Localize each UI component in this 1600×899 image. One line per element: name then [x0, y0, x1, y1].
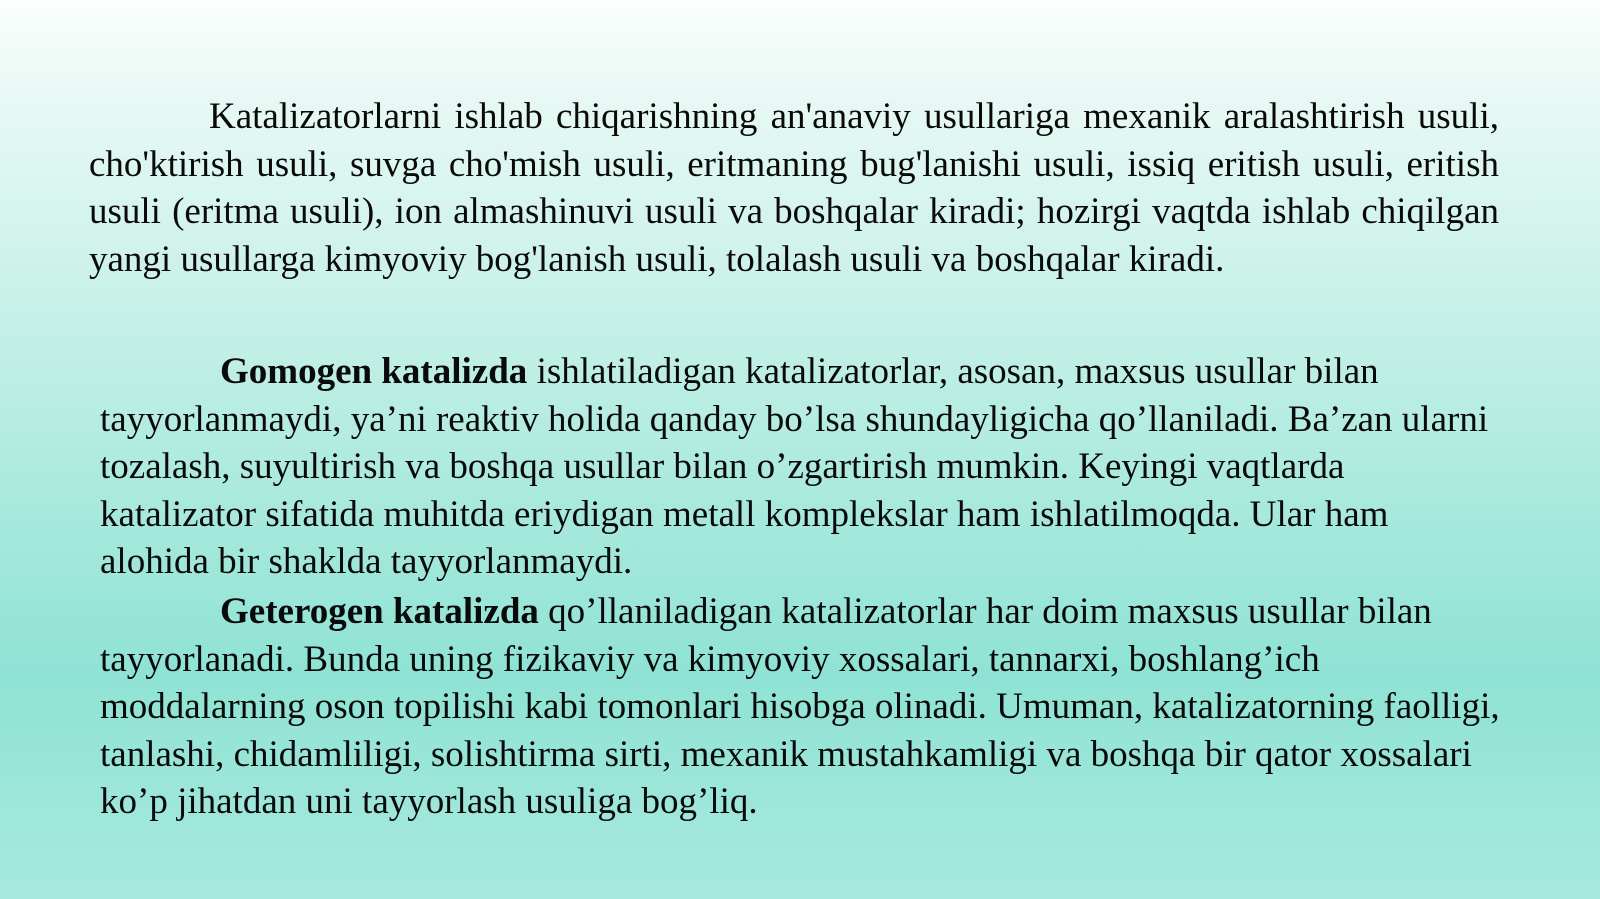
- paragraph-homogeneous-catalysis: [100, 348, 1500, 586]
- paragraph-traditional-methods: Katalizatorlarni ishlab chiqarishning an'anaviy usullariga mexanik aralashtirish usuli, cho'ktirish usuli, suvga cho'mish usuli, eritmaning bug'lanishi usuli, issiq eritish usuli, eritish usuli (eritma usuli), ion almashinuvi usuli va boshqalar kiradi; hozirgi vaqtda ishlab chiqilgan yangi usullarga kimyoviy bog'lanish usuli, tolalash usuli va boshqalar kiradi.: [89, 96, 1499, 280]
- paragraph-heterogeneous-text: qo’llaniladigan katalizatorlar har doim maxsus usullar bilan tayyorlanadi. Bunda uning fizikaviy va kimyoviy xossalari, tannarxi, boshlang’ich moddalarning oson topilishi kabi tomonlari hisobga olinadi. Umuman, katalizatorning faolligi, tanlashi, chidamliligi, solishtirma sirti, mexanik mustahkamligi va boshqa bir qator xossalari ko’p jihatdan uni tayyorlash usuliga bog’liq.: [100, 591, 1500, 822]
- term-homogeneous-catalysis: Gomogen katalizda: [220, 351, 528, 392]
- paragraph-homogeneous-text: ishlatiladigan katalizatorlar, asosan, maxsus usullar bilan tayyorlanmaydi, ya’ni reaktiv holida qanday bo’lsa shundayligicha qo’llaniladi. Ba’zan ularni tozalash, suyultirish va boshqa usullar bilan o’zgartirish mumkin. Keyingi vaqtlarda katalizator sifatida muhitda eriydigan metall komplekslar ham ishlatilmoqda. Ular ham alohida bir shakldа tayyorlanmaydi.: [100, 351, 1489, 582]
- paragraph-heterogeneous-catalysis: [100, 588, 1500, 826]
- term-heterogeneous-catalysis: Geterogen katalizda: [220, 591, 539, 632]
